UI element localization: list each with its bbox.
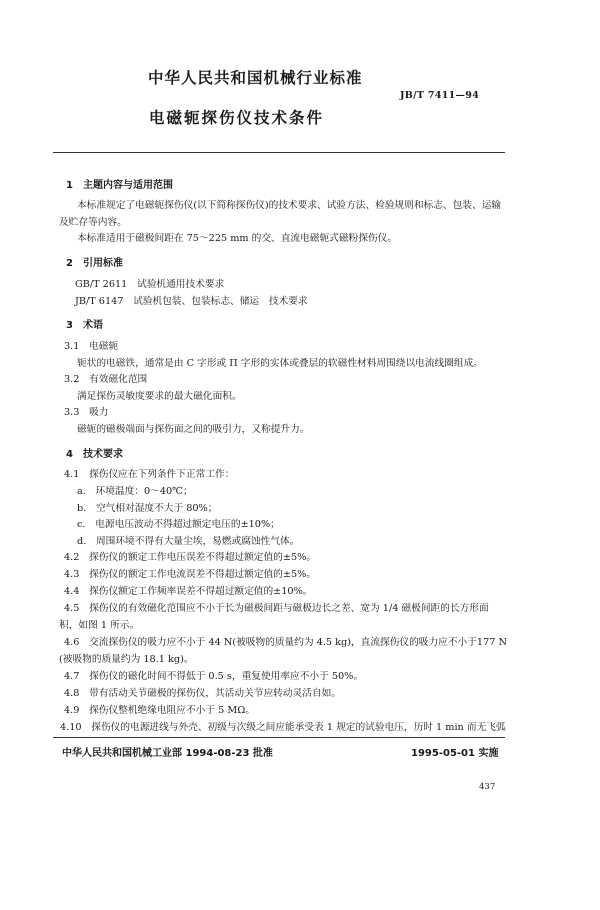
standard-code: JB/T 7411—94	[400, 90, 480, 101]
clause-4-5: 4.5 探伤仪的有效磁化范围应不小于长为磁极间距与磁极边长之差、宽为 1/4 磁极间距的长方形面	[64, 603, 489, 614]
clause-4-9: 4.9 探伤仪整机绝缘电阻应不小于 5 MΩ。	[64, 705, 255, 716]
term-3-1-title: 3.1 电磁轭	[64, 341, 119, 352]
header-divider	[53, 152, 505, 153]
term-3-2-definition: 满足探伤灵敏度要求的最大磁化面积。	[77, 391, 242, 402]
term-3-1-definition: 轭状的电磁铁，通常是由 C 字形或 Π 字形的实体或叠层的软磁性材料周围绕以电流线圈组成。	[77, 358, 483, 369]
clause-4-10: 4.10 探伤仪的电源进线与外壳、初级与次级之间应能承受表 1 规定的试验电压，历时 1 min 而无飞弧	[60, 722, 506, 733]
clause-4-8: 4.8 带有活动关节磁极的探伤仪，其活动关节应转动灵活自如。	[64, 688, 341, 699]
approval-note: 中华人民共和国机械工业部 1994-08-23 批准	[62, 748, 273, 759]
section-2-heading: 2 引用标准	[66, 258, 123, 269]
page-number: 437	[479, 782, 496, 792]
clause-4-6: 4.6 交流探伤仪的吸力应不小于 44 N(被吸物的质量约为 4.5 kg)，直流探伤仪的吸力应不小于177 N	[64, 637, 507, 648]
clause-4-5-cont: 积，如图 1 所示。	[59, 620, 140, 631]
section-4-heading: 4 技术要求	[66, 449, 123, 460]
clause-4-6-cont: (被吸物的质量约为 18.1 kg)。	[59, 654, 194, 665]
clause-4-1-b: b. 空气相对湿度不大于 80%；	[77, 503, 218, 514]
clause-4-1-a: a. 环境温度：0～40℃；	[77, 486, 193, 497]
issuing-authority-header: 中华人民共和国机械行业标准	[148, 69, 363, 87]
clause-4-1-c: c. 电源电压波动不得超过额定电压的±10%；	[77, 519, 280, 530]
document-title: 电磁轭探伤仪技术条件	[149, 109, 325, 127]
clause-4-4: 4.4 探伤仪额定工作频率误差不得超过额定值的±10%。	[64, 586, 313, 597]
effective-date: 1995-05-01 实施	[411, 748, 499, 759]
section-1-paragraph-1: 本标准规定了电磁轭探伤仪(以下简称探伤仪)的技术要求、试验方法、检验规则和标志、包装、运输	[77, 200, 502, 211]
clause-4-1-d: d. 周围环境不得有大量尘埃，易燃或腐蚀性气体。	[77, 536, 300, 547]
clause-4-2: 4.2 探伤仪的额定工作电压误差不得超过额定值的±5%。	[64, 552, 317, 563]
section-1-heading: 1 主题内容与适用范围	[66, 180, 173, 191]
reference-2: JB/T 6147 试验机包装、包装标志、储运 技术要求	[75, 296, 308, 307]
term-3-2-title: 3.2 有效磁化范围	[64, 374, 148, 385]
term-3-3-title: 3.3 吸力	[64, 407, 109, 418]
clause-4-3: 4.3 探伤仪的额定工作电流误差不得超过额定值的±5%。	[64, 569, 317, 580]
section-3-heading: 3 术语	[66, 320, 103, 331]
clause-4-1: 4.1 探伤仪应在下列条件下正常工作：	[64, 469, 235, 480]
term-3-3-definition: 磁轭的磁极端面与探伤面之间的吸引力，又称提升力。	[77, 424, 310, 435]
reference-1: GB/T 2611 试验机通用技术要求	[75, 279, 225, 290]
footer-divider	[53, 737, 505, 738]
section-1-paragraph-2: 本标准适用于磁极间距在 75～225 mm 的交、直流电磁轭式磁粉探伤仪。	[77, 233, 397, 244]
clause-4-7: 4.7 探伤仪的磁化时间不得低于 0.5 s，重复使用率应不小于 50%。	[64, 671, 364, 682]
section-1-paragraph-1-cont: 及贮存等内容。	[59, 217, 127, 228]
